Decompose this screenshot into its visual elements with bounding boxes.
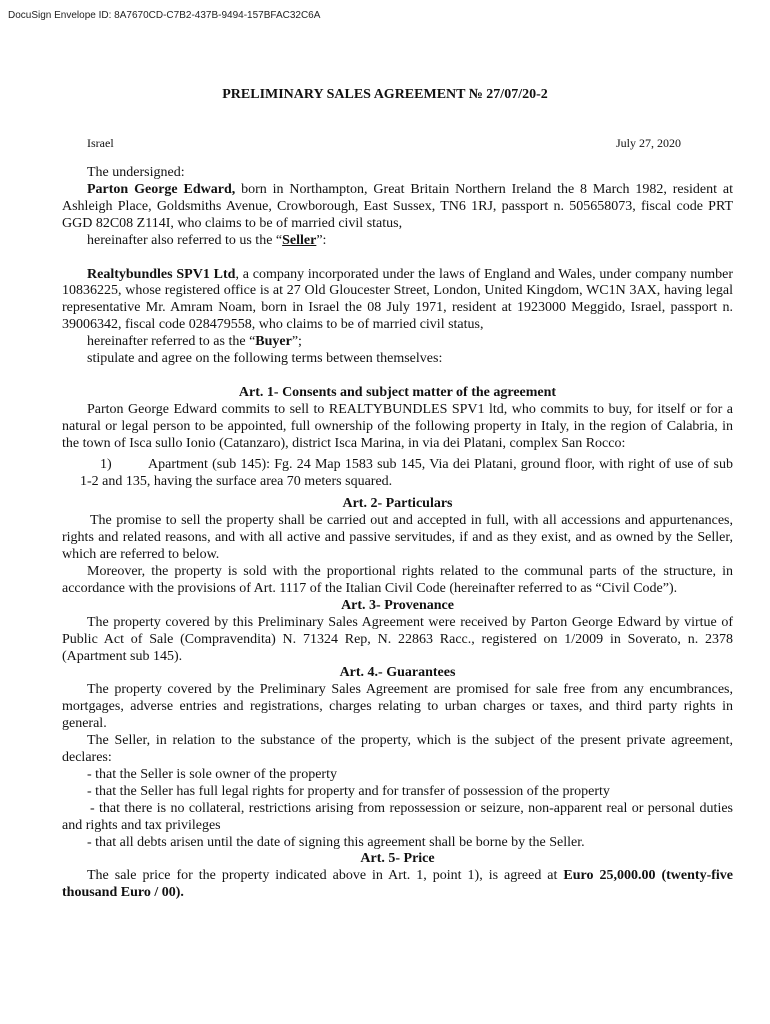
place: Israel xyxy=(87,136,114,150)
agreement-body xyxy=(62,165,733,902)
seller-ref-suffix: ”: xyxy=(316,232,327,248)
art4-text-2: The Seller, in relation to the substance of the property, which is the subject of the present private agreement, declares: xyxy=(62,733,733,765)
buyer-details: , a company incorporated under the laws of England and Wales, under company number 10836225, whose registered office is at 27 Old Gloucester Street, London, United Kingdom, WC1N 3AX, having legal representative Mr. Amram Noam, born in Israel the 08 July 1971, resident at 1923000 Meggido, Israel, passport n. 39006342, fiscal code 028479558, who claims to be of married civil status, xyxy=(62,266,734,333)
buyer-ref-prefix: hereinafter referred to as the “ xyxy=(87,334,256,350)
art5-heading: Art. 5- Price xyxy=(360,851,435,867)
seller-name: Parton George Edward, xyxy=(87,181,236,197)
agreement-date: July 27, 2020 xyxy=(615,136,681,150)
seller-details: born in Northampton, Great Britain Northern Ireland the 8 March 1982, resident at Ashleigh Place, Goldsmiths Avenue, Crowborough, East Sussex, TN6 1RJ, passport n. 505658073, fiscal code PRT GGD 82C08 Z114I, who claims to be of married civil status, xyxy=(62,181,734,231)
art5-sentence: The sale price for the property indicated above in Art. 1, point 1), is agreed at xyxy=(87,868,564,884)
art4-bullet: - that there is no collateral, restrictions arising from repossession or seizure, non-apparent real or personal duties and rights and tax privileges xyxy=(62,800,733,833)
art1-item-text: Apartment (sub 145): Fg. 24 Map 1583 sub 145, Via dei Platani, ground floor, with right of use of sub 1-2 and 135, having the surface area 70 meters squared. xyxy=(80,456,733,489)
buyer-reference xyxy=(62,334,733,351)
art4-text-1: The property covered by the Preliminary Sales Agreement are promised for sale free from any encumbrances, mortgages, adverse entries and registrations, charges relating to urban charges or taxes, and third party rights in general. xyxy=(62,682,733,732)
stipulate-line: stipulate and agree on the following terms between themselves: xyxy=(87,351,443,367)
buyer-term: Buyer xyxy=(255,334,292,350)
art3-heading: Art. 3- Provenance xyxy=(341,597,454,613)
art3-text: The property covered by this Preliminary Sales Agreement were received by Parton George Edward by virtue of Public Act of Sale (Compravendita) N. 71324 Rep, N. 22863 Racc., registered on 1/2009 in Soverato, n. 2378 (Apartment sub 145). xyxy=(62,614,733,664)
art1-item xyxy=(62,457,733,491)
seller-ref-prefix: hereinafter also referred to us the “ xyxy=(87,232,283,248)
seller-reference xyxy=(62,233,733,250)
art1-item-number: 1) xyxy=(100,456,112,472)
seller-term: Seller xyxy=(282,232,317,248)
art1-heading: Art. 1- Consents and subject matter of the agreement xyxy=(238,384,557,400)
envelope-id: DocuSign Envelope ID: 8A7670CD-C7B2-437B-9494-157BFAC32C6A xyxy=(8,10,321,21)
art1-text: Parton George Edward commits to sell to REALTYBUNDLES SPV1 ltd, who commits to buy, for itself or for a natural or legal person to be appointed, full ownership of the following property in Italy, in the region of Calabria, in the town of Isca sullo Ionio (Catanzaro), district Isca Marina, in via dei Platani, complex San Rocco: xyxy=(62,401,733,451)
seller-paragraph xyxy=(62,182,733,233)
art4-bullet: - that the Seller is sole owner of the property xyxy=(87,766,337,782)
art5-price: Euro 25,000.00 (twenty-five thousand Euro / 00). xyxy=(62,868,733,901)
art4-bullet: - that all debts arisen until the date of signing this agreement shall be borne by the Seller. xyxy=(87,834,585,850)
buyer-name: Realtybundles SPV1 Ltd xyxy=(87,266,236,282)
buyer-paragraph xyxy=(62,267,733,335)
art5-text xyxy=(62,868,733,902)
intro-line: The undersigned: xyxy=(87,165,185,180)
art4-bullet: - that the Seller has full legal rights for property and for transfer of possession of the property xyxy=(87,783,610,799)
art2-text-1: The promise to sell the property shall be carried out and accepted in full, with all accessions and appurtenances, rights and related reasons, and with all active and passive servitudes, if and as they exist, and as owned by the Seller, which are referred to below. xyxy=(62,513,733,563)
art2-text-2: Moreover, the property is sold with the proportional rights related to the communal parts of the structure, in accordance with the provisions of Art. 1117 of the Italian Civil Code (hereinafter referred to as “Civil Code”). xyxy=(62,564,733,596)
document-title: PRELIMINARY SALES AGREEMENT № 27/07/20-2 xyxy=(222,87,548,102)
buyer-ref-suffix: ”; xyxy=(291,334,302,350)
art4-heading: Art. 4.- Guarantees xyxy=(339,665,456,681)
art2-heading: Art. 2- Particulars xyxy=(342,496,453,512)
